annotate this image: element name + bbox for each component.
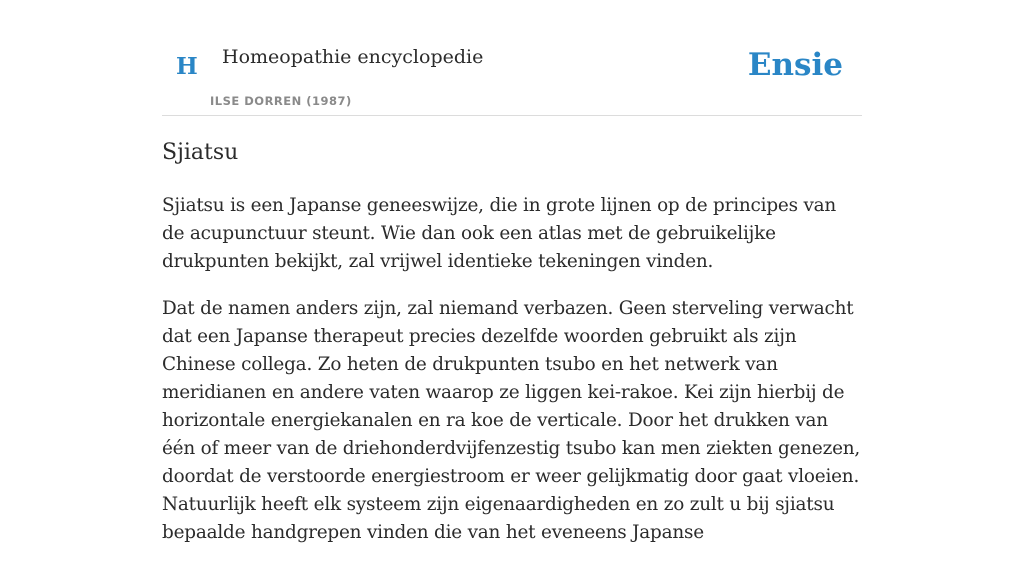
entry-title: Sjiatsu	[162, 140, 239, 165]
book-logo[interactable]: H	[176, 53, 198, 80]
header	[162, 0, 862, 116]
paragraph: Dat de namen anders zijn, zal niemand verbazen. Geen sterveling verwacht dat een Japanse therapeut precies dezelfde woorden gebruikt als zijn Chinese collega. Zo heten de drukpunten tsubo en het netwerk van meridianen en andere vaten waarop ze liggen kei-rakoe. Kei zijn hierbij de horizontale energiekanalen en ra koe de verticale. Door het drukken van één of meer van de driehonderdvijfenzestig tsubo kan men ziekten genezen, doordat de verstoorde energiestroom er weer gelijkmatig door gaat vloeien. Natuurlijk heeft elk systeem zijn eigenaardigheden en zo zult u bij sjiatsu bepaalde handgrepen vinden die van het eveneens Japanse	[162, 298, 861, 543]
entry-body	[162, 192, 862, 566]
paragraph: Sjiatsu is een Japanse geneeswijze, die in grote lijnen op de principes van de acupunctuur steunt. Wie dan ook een atlas met de gebruikelijke drukpunten bekijkt, zal vrijwel identieke tekeningen vinden.	[162, 195, 837, 272]
brand-logo[interactable]: Ensie	[747, 47, 843, 83]
page	[162, 0, 862, 543]
author-label: ILSE DORREN (1987)	[210, 94, 352, 108]
book-title-link[interactable]: Homeopathie encyclopedie	[222, 46, 484, 68]
